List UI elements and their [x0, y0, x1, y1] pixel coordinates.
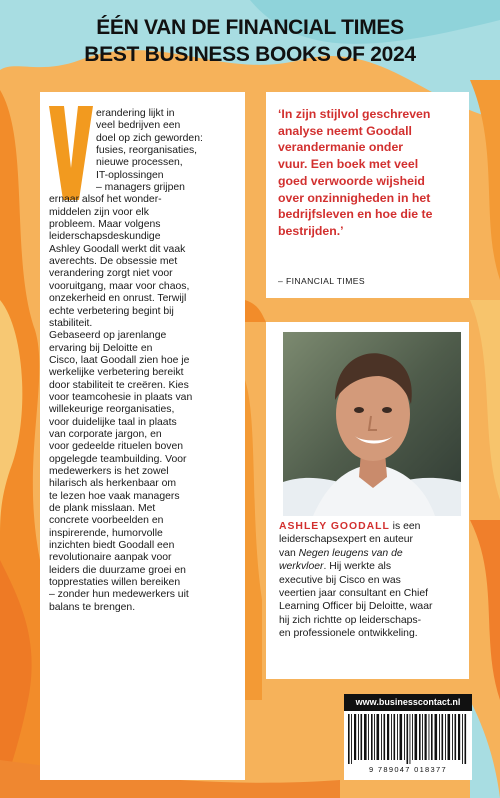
press-quote-panel: [266, 92, 469, 298]
blurb-line: stabiliteit.: [49, 317, 93, 329]
quote-source: – FINANCIAL TIMES: [278, 276, 366, 286]
isbn-number: 9 789047 018377: [369, 765, 447, 774]
book-title: werkvloer: [279, 561, 324, 573]
blurb-line: Cisco, laat Goodall zien hoe je: [49, 354, 190, 366]
blurb-line: revolutionaire aanpak voor: [49, 552, 172, 564]
blurb-line: werkelijke verbetering bereikt: [49, 367, 184, 379]
blurb-line: topprestaties willen bereiken: [49, 577, 181, 589]
quote-line: goed verwoorde wijsheid: [278, 173, 425, 188]
press-quote: [278, 106, 463, 240]
blurb-line: door stabiliteit te creëren. Kies: [49, 379, 189, 391]
bio-text-fragment: is een: [389, 521, 421, 532]
blurb-line: hilarisch als herkenbaar om: [49, 478, 177, 490]
blurb-panel: [40, 92, 245, 780]
quote-line: ‘In zijn stijlvol geschreven: [278, 107, 431, 121]
quote-line: verandermanie onder: [278, 140, 404, 155]
blurb-line: nieuwe processen,: [96, 157, 183, 169]
blurb-line: averechts. De obsessie met: [49, 256, 178, 268]
blurb-line: IT-oplossingen: [96, 169, 164, 181]
bio-line: veertien jaar consultant en Chief: [279, 588, 429, 600]
bio-line: hij zich richtte op leiderschaps-: [279, 614, 422, 626]
blurb-line: vooruitgang, maar voor chaos,: [49, 280, 190, 292]
blurb-line: leiders die duurzame groei en: [49, 564, 186, 576]
blurb-line: opgelegde teambuilding. Voor: [49, 453, 187, 465]
quote-line: vuur. Een boek met veel: [278, 157, 419, 172]
award-headline-line-1: ÉÉN VAN DE FINANCIAL TIMES: [96, 16, 404, 39]
blurb-text: [49, 108, 235, 614]
blurb-line: van corporate jargon, en: [49, 428, 162, 440]
bio-text-fragment: van: [279, 547, 299, 559]
bio-line: Learning Officer bij Deloitte, waar: [279, 601, 433, 613]
award-headline-line-2: BEST BUSINESS BOOKS OF 2024: [84, 43, 416, 66]
blurb-line: balans te brengen.: [49, 601, 136, 613]
blurb-line: leiderschapsdeskundige: [49, 231, 161, 243]
author-bio-panel: [266, 322, 469, 679]
blurb-line: fusies, reorganisaties,: [96, 145, 198, 157]
blurb-line: voor duidelijke taal in plaats: [49, 416, 177, 428]
author-name: ASHLEY GOODALL: [279, 521, 390, 532]
blurb-line: probleem. Maar volgens: [49, 219, 161, 231]
blurb-line: onzekerheid en onrust. Terwijl: [49, 293, 187, 305]
quote-line: bedrijfsleven en hoe die te: [278, 207, 433, 222]
blurb-line: veel bedrijven een: [96, 120, 181, 132]
book-title: Negen leugens van de: [298, 547, 403, 559]
barcode-icon: [348, 714, 468, 764]
blurb-line: middelen zijn voor elk: [49, 206, 149, 218]
blurb-line: verandering zorgt niet voor: [49, 268, 173, 280]
author-photo: [283, 332, 461, 516]
author-portrait-icon: [283, 332, 461, 516]
blurb-line: erandering lijkt in: [96, 108, 175, 119]
quote-line: bestrijden.’: [278, 223, 344, 238]
blurb-line: inzichten biedt Goodall een: [49, 540, 175, 552]
blurb-line: inspirerende, humorvolle: [49, 527, 163, 539]
award-headline: [0, 14, 500, 68]
blurb-line: medewerkers is het zowel: [49, 465, 169, 477]
author-bio: [279, 520, 465, 641]
bio-line: executive bij Cisco en was: [279, 574, 401, 586]
blurb-line: – managers grijpen: [96, 182, 185, 194]
blurb-line: concrete voorbeelden en: [49, 515, 164, 527]
blurb-line: – zonder hun medewerkers uit: [49, 589, 189, 601]
publisher-url: www.businesscontact.nl: [344, 694, 472, 711]
quote-line: over onzinnigheden in het: [278, 190, 431, 205]
bio-text-fragment: . Hij werkte als: [323, 561, 392, 573]
blurb-line: echte verbetering begint bij: [49, 305, 174, 317]
bio-line: leiderschapsexpert en auteur: [279, 534, 414, 546]
blurb-line: Gebaseerd op jarenlange: [49, 330, 167, 342]
blurb-line: voor gedeelde rituelen boven: [49, 441, 184, 453]
blurb-line: ervaring bij Deloitte en: [49, 342, 153, 354]
blurb-line: ernaar alsof het wonder-: [49, 194, 162, 206]
blurb-line: willekeurige reorganisaties,: [49, 404, 175, 416]
blurb-line: de plank misslaan. Met: [49, 503, 156, 514]
blurb-line: doel op zich geworden:: [96, 132, 203, 144]
blurb-line: te lezen hoe vaak managers: [49, 490, 180, 502]
blurb-line: Ashley Goodall werkt dit vaak: [49, 243, 186, 255]
barcode-box: [344, 694, 472, 780]
blurb-line: voor teamcohesie in plaats van: [49, 391, 193, 403]
bio-line: en professionele ontwikkeling.: [279, 628, 418, 640]
quote-line: analyse neemt Goodall: [278, 123, 412, 138]
